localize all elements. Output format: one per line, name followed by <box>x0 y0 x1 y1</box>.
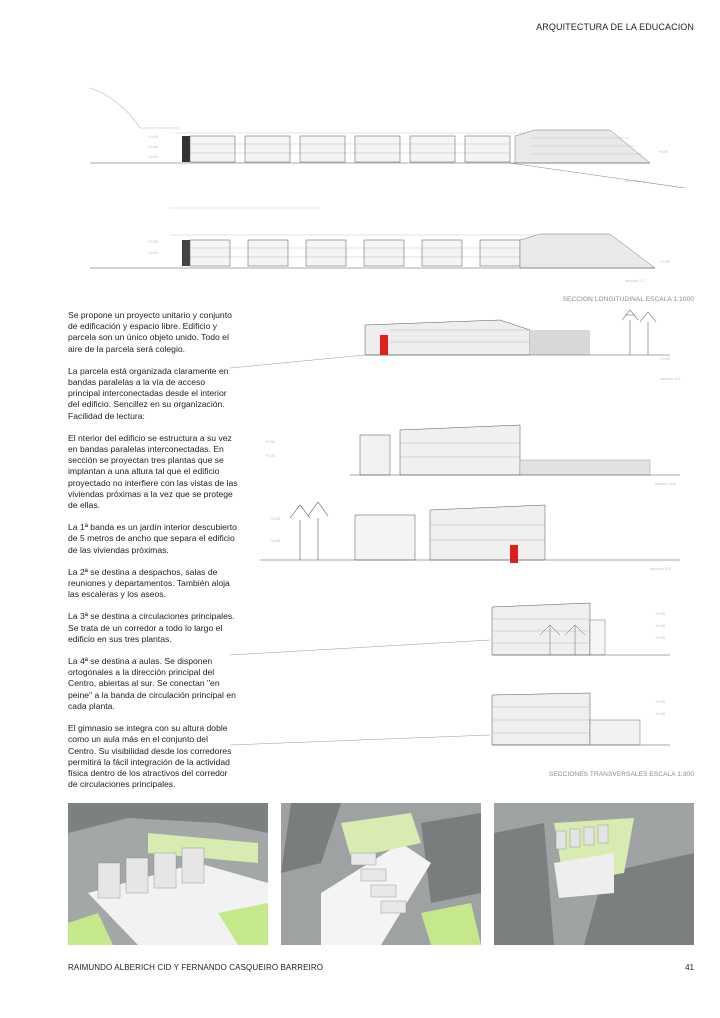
longitudinal-section-1 <box>90 78 700 188</box>
paragraph-2: La parcela está organizada claramente en bandas paralelas a la vía de acceso principal interconectadas desde el interior del edificio. Sencillez en su organización. Facilidad de lectura: <box>68 365 229 421</box>
paragraph-1: Se propone un proyecto unitario y conjunto de edificación y espacio libre. Edificio y parcela son un único objeto unido. Todo el aire de la parcela será colegio. <box>68 310 232 354</box>
paragraph-6: La 3ª se destina a circulaciones principales. Se trata de un corredor a todo lo largo el edificio en sus tres plantas. <box>68 611 235 644</box>
svg-text:+0.00: +0.00 <box>655 635 666 640</box>
footer-authors: RAIMUNDO ALBERICH CID Y FERNANDO CASQUEIRO BARREIRO <box>68 963 324 972</box>
svg-text:+0.00: +0.00 <box>655 699 666 704</box>
transversal-section-4 <box>230 595 700 665</box>
longitudinal-section-2 <box>90 188 700 288</box>
aerial-render-1 <box>68 803 268 945</box>
paragraph-7: La 4ª se destina a aulas. Se disponen ortogonales a la dirección principal del Centro, abiertas al sur. Se conectan "en peine" a la banda de circulación principal en cada planta. <box>68 656 236 711</box>
paragraph-8: El gimnasio se integra con su altura doble como un aula más en el conjunto del Centro. Su visibilidad desde los corredores permitirá la fácil integración de la actividad física dentro de los atractivos del corredor de circulaciones principales. <box>68 723 232 790</box>
paragraph-3: El nterior del edificio se estructura a su vez en bandas paralelas interconectadas. En sección se proyectan tres plantas que se implantan a una altura tal que el edificio proyectado no interfiere con las vistas de las viviendas próximas a la vez que se protege de ellas. <box>68 432 238 511</box>
svg-text:+0.00: +0.00 <box>658 149 669 154</box>
svg-text:+0.00: +0.00 <box>660 259 671 264</box>
svg-text:seccion 4-4: seccion 4-4 <box>655 481 676 486</box>
svg-text:+0.00: +0.00 <box>655 711 666 716</box>
svg-text:seccion 1-1: seccion 1-1 <box>625 178 646 183</box>
transversal-section-5 <box>230 685 700 755</box>
svg-text:seccion 3-3: seccion 3-3 <box>660 376 681 381</box>
svg-text:+0.00: +0.00 <box>265 439 276 444</box>
svg-text:+0.00: +0.00 <box>660 356 671 361</box>
svg-text:+0.00: +0.00 <box>655 611 666 616</box>
transversal-section-3 <box>260 490 700 575</box>
svg-text:+0.00: +0.00 <box>148 154 159 159</box>
svg-text:+0.00: +0.00 <box>148 144 159 149</box>
transversal-section-1 <box>230 300 700 385</box>
svg-text:+0.00: +0.00 <box>148 239 159 244</box>
svg-text:+0.00: +0.00 <box>655 623 666 628</box>
project-description <box>68 310 238 801</box>
svg-text:+0.00: +0.00 <box>265 453 276 458</box>
paragraph-4: La 1ª banda es un jardín interior descubierto de 5 metros de ancho que separa el edificio de las viviendas próximas. <box>68 522 237 555</box>
caption-longitudinal-section: SECCION LONGITUDINAL ESCALA 1:1000 <box>562 296 694 303</box>
transversal-section-2 <box>250 395 700 490</box>
svg-text:+0.00: +0.00 <box>270 538 281 543</box>
svg-text:+0.00: +0.00 <box>148 250 159 255</box>
paragraph-5: La 2ª se destina a despachos, salas de reuniones y departamentos. También aloja las escaleras y los aseos. <box>68 566 230 600</box>
svg-text:seccion 2-2: seccion 2-2 <box>625 278 646 283</box>
svg-text:+0.00: +0.00 <box>270 516 281 521</box>
svg-text:+0.00: +0.00 <box>148 134 159 139</box>
svg-text:seccion 5-5: seccion 5-5 <box>650 566 671 571</box>
caption-transversal-sections: SECCIONES TRANSVERSALES ESCALA 1:300 <box>548 771 694 778</box>
page-header-title: ARQUITECTURA DE LA EDUCACION <box>536 22 694 32</box>
aerial-render-3 <box>494 803 694 945</box>
footer-page-number: 41 <box>685 963 694 972</box>
aerial-render-2 <box>281 803 481 945</box>
